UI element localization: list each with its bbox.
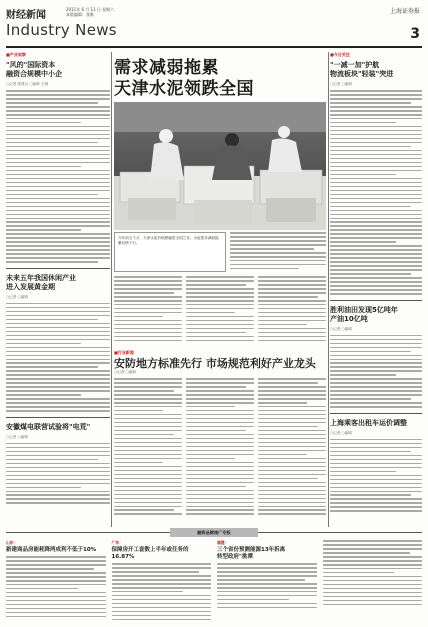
masthead (6, 4, 422, 46)
article-title[interactable]: 上海乘客出租车运价调整 (330, 418, 407, 427)
bottom-section (6, 540, 422, 622)
mid-article-body (114, 378, 326, 517)
column-divider (328, 52, 329, 527)
photo-caption (114, 232, 226, 272)
article-byline: ○记者 ○编辑 (330, 326, 352, 331)
lead-article-body (114, 276, 326, 344)
section-label: ■产业观察 (6, 52, 26, 57)
section-label: 山东： (6, 540, 18, 545)
article-title[interactable]: "一减一加"护航 物流板块"轻装"突进 (330, 61, 394, 78)
article-title[interactable]: 安徽煤电联营试验将"电荒" (6, 422, 91, 431)
masthead-rule (6, 46, 422, 48)
article-title[interactable]: 未来五年我国休闲产业 进入发展黄金期 (6, 273, 76, 291)
paper-short-title: 财经新闻 (6, 10, 46, 21)
lead-body (230, 232, 326, 272)
section-title: Industry News (6, 21, 117, 39)
band-label: 融资品牌推广专版 (197, 529, 231, 535)
hero-line-1: 需求减弱拖累 (114, 58, 219, 78)
bottom-story (323, 540, 423, 622)
article-body (330, 90, 422, 295)
article-body (6, 443, 110, 504)
section-label: ■行业新闻 (114, 350, 134, 355)
article-byline: ○记者 ○编辑 (6, 294, 28, 299)
article-body (330, 335, 422, 408)
article-title[interactable]: 安防地方标准先行 市场规范利好产业龙头 (114, 357, 316, 370)
left-column (6, 52, 110, 587)
article-title[interactable]: 三个省份预测能源13年拆离 转型政府"挑潭 (217, 547, 286, 560)
editor-line: 本版编辑：张维 (66, 12, 94, 17)
date-line: 2011年 6 月 11 日 星期六 (66, 7, 115, 12)
article-byline: ○记者 ○编辑 (6, 434, 28, 439)
caption-text: 今年前五个月，天津水泥价格跌幅居全国之首。水泥需求减弱拖累价格下行。 (118, 236, 219, 245)
hero-photo (114, 102, 326, 230)
article-body (6, 303, 110, 412)
right-column (330, 52, 422, 587)
article-byline: ○记者 ○编辑 (114, 370, 136, 374)
band-banner (170, 528, 258, 537)
article-title[interactable]: 新建商品房能耗降两成利不低于10% (6, 547, 97, 553)
article-title[interactable]: "风的"国际资本 融资合规模中小企 (6, 61, 62, 78)
hero-headline[interactable] (114, 58, 326, 100)
hero-line-2: 天津水泥领跌全国 (114, 79, 254, 99)
page-number: 3 (410, 26, 420, 42)
article-byline: ○记者 ○编辑 (330, 430, 352, 435)
section-label: 广东： (111, 540, 123, 545)
bottom-story (6, 540, 106, 622)
mid-story-header (114, 350, 326, 368)
divider (330, 413, 422, 414)
column-divider (111, 52, 112, 527)
cement-workers-photo (114, 102, 326, 230)
article-body (330, 439, 422, 512)
article-title[interactable]: 胜利油田发现5亿吨年 产油10亿吨 (330, 305, 398, 323)
date-meta (66, 7, 114, 17)
section-label: ■今日关注 (330, 52, 350, 57)
article-byline: ○记者 陈建兵 ○编辑 王婉 (6, 82, 49, 86)
article-body (6, 90, 110, 263)
divider (6, 268, 110, 269)
paper-name: 上海证券报 (389, 8, 420, 15)
divider (6, 417, 110, 418)
section-label: 福建： (217, 540, 229, 545)
bottom-story (112, 540, 212, 622)
article-title[interactable]: 保障房开工套数上半年或任务的 16.87% (111, 547, 189, 560)
article-byline: ○记者 ○编辑 (330, 82, 352, 86)
divider (330, 300, 422, 301)
bottom-story (217, 540, 317, 622)
